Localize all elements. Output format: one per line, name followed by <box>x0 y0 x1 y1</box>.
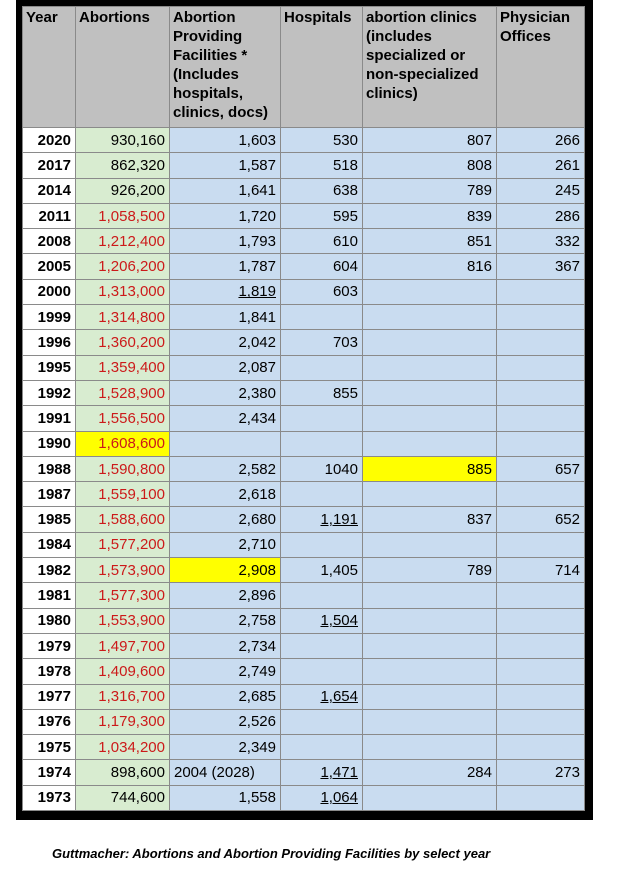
table-row <box>23 659 585 684</box>
cell-hospitals: 638 <box>281 178 363 203</box>
cell-year: 2000 <box>23 279 76 304</box>
cell-clinics <box>363 380 497 405</box>
cell-year: 1987 <box>23 482 76 507</box>
cell-physicians <box>497 608 585 633</box>
cell-clinics <box>363 709 497 734</box>
cell-year: 1988 <box>23 456 76 481</box>
cell-facilities: 1,841 <box>170 305 281 330</box>
table-row <box>23 254 585 279</box>
cell-physicians <box>497 532 585 557</box>
cell-abortions: 898,600 <box>76 760 170 785</box>
cell-clinics: 789 <box>363 178 497 203</box>
cell-hospitals: 1,191 <box>281 507 363 532</box>
cell-clinics: 284 <box>363 760 497 785</box>
data-table <box>22 6 585 811</box>
cell-clinics <box>363 532 497 557</box>
cell-physicians: 652 <box>497 507 585 532</box>
cell-abortions: 1,528,900 <box>76 380 170 405</box>
cell-hospitals: 855 <box>281 380 363 405</box>
cell-year: 2020 <box>23 128 76 153</box>
cell-hospitals <box>281 709 363 734</box>
cell-clinics: 839 <box>363 203 497 228</box>
cell-facilities: 1,819 <box>170 279 281 304</box>
table-row <box>23 203 585 228</box>
cell-facilities: 2,582 <box>170 456 281 481</box>
cell-facilities: 2,758 <box>170 608 281 633</box>
cell-clinics: 885 <box>363 456 497 481</box>
cell-abortions: 1,314,800 <box>76 305 170 330</box>
cell-year: 1975 <box>23 735 76 760</box>
table-row <box>23 456 585 481</box>
table-row <box>23 633 585 658</box>
cell-physicians <box>497 355 585 380</box>
cell-physicians <box>497 659 585 684</box>
cell-abortions: 1,212,400 <box>76 229 170 254</box>
cell-year: 2005 <box>23 254 76 279</box>
cell-hospitals: 1,064 <box>281 785 363 810</box>
header-physicians: Physician Offices <box>497 7 585 128</box>
cell-abortions: 862,320 <box>76 153 170 178</box>
cell-hospitals: 703 <box>281 330 363 355</box>
cell-abortions: 1,316,700 <box>76 684 170 709</box>
header-year: Year <box>23 7 76 128</box>
cell-facilities: 2,734 <box>170 633 281 658</box>
cell-hospitals: 604 <box>281 254 363 279</box>
cell-abortions: 1,573,900 <box>76 558 170 583</box>
cell-hospitals <box>281 355 363 380</box>
cell-facilities: 2,042 <box>170 330 281 355</box>
cell-year: 1976 <box>23 709 76 734</box>
cell-clinics: 851 <box>363 229 497 254</box>
cell-facilities: 2,380 <box>170 380 281 405</box>
cell-abortions: 1,553,900 <box>76 608 170 633</box>
cell-clinics <box>363 659 497 684</box>
cell-hospitals <box>281 482 363 507</box>
cell-facilities: 2,349 <box>170 735 281 760</box>
cell-physicians: 245 <box>497 178 585 203</box>
cell-clinics: 807 <box>363 128 497 153</box>
cell-clinics: 816 <box>363 254 497 279</box>
cell-year: 2008 <box>23 229 76 254</box>
cell-year: 1973 <box>23 785 76 810</box>
cell-hospitals <box>281 406 363 431</box>
table-row <box>23 279 585 304</box>
cell-clinics: 808 <box>363 153 497 178</box>
cell-hospitals: 1040 <box>281 456 363 481</box>
table-caption: Guttmacher: Abortions and Abortion Providing Facilities by select year <box>52 846 491 861</box>
cell-clinics <box>363 406 497 431</box>
table-row <box>23 330 585 355</box>
cell-hospitals: 610 <box>281 229 363 254</box>
header-hospitals: Hospitals <box>281 7 363 128</box>
cell-hospitals: 1,471 <box>281 760 363 785</box>
cell-hospitals <box>281 583 363 608</box>
cell-facilities: 1,603 <box>170 128 281 153</box>
cell-facilities: 2,749 <box>170 659 281 684</box>
table-row <box>23 305 585 330</box>
cell-physicians <box>497 633 585 658</box>
cell-physicians <box>497 431 585 456</box>
table-row <box>23 355 585 380</box>
cell-physicians: 273 <box>497 760 585 785</box>
cell-facilities: 1,720 <box>170 203 281 228</box>
cell-hospitals <box>281 431 363 456</box>
cell-year: 1992 <box>23 380 76 405</box>
cell-hospitals: 1,654 <box>281 684 363 709</box>
cell-clinics <box>363 633 497 658</box>
cell-facilities: 1,587 <box>170 153 281 178</box>
table-row <box>23 406 585 431</box>
cell-year: 1995 <box>23 355 76 380</box>
cell-clinics <box>363 583 497 608</box>
table-row <box>23 153 585 178</box>
cell-hospitals <box>281 532 363 557</box>
cell-year: 1999 <box>23 305 76 330</box>
cell-facilities: 2,680 <box>170 507 281 532</box>
header-abortions: Abortions <box>76 7 170 128</box>
cell-facilities: 2004 (2028) <box>170 760 281 785</box>
cell-abortions: 1,588,600 <box>76 507 170 532</box>
cell-abortions: 1,179,300 <box>76 709 170 734</box>
cell-clinics <box>363 735 497 760</box>
cell-year: 1985 <box>23 507 76 532</box>
cell-hospitals: 595 <box>281 203 363 228</box>
table-row <box>23 558 585 583</box>
cell-year: 2014 <box>23 178 76 203</box>
header-row <box>23 7 585 128</box>
table-row <box>23 128 585 153</box>
cell-abortions: 1,409,600 <box>76 659 170 684</box>
cell-abortions: 1,608,600 <box>76 431 170 456</box>
cell-physicians <box>497 305 585 330</box>
cell-clinics <box>363 684 497 709</box>
cell-year: 1990 <box>23 431 76 456</box>
cell-clinics <box>363 482 497 507</box>
cell-clinics: 837 <box>363 507 497 532</box>
cell-physicians <box>497 406 585 431</box>
cell-facilities: 1,558 <box>170 785 281 810</box>
table-row <box>23 482 585 507</box>
cell-abortions: 1,206,200 <box>76 254 170 279</box>
table-row <box>23 684 585 709</box>
cell-year: 1981 <box>23 583 76 608</box>
header-facilities: Abortion Providing Facilities *(Includes hospitals, clinics, docs) <box>170 7 281 128</box>
table-row <box>23 229 585 254</box>
cell-physicians: 332 <box>497 229 585 254</box>
cell-clinics <box>363 431 497 456</box>
cell-facilities: 2,710 <box>170 532 281 557</box>
cell-abortions: 1,058,500 <box>76 203 170 228</box>
cell-hospitals: 603 <box>281 279 363 304</box>
cell-hospitals: 1,405 <box>281 558 363 583</box>
cell-physicians <box>497 684 585 709</box>
cell-year: 1980 <box>23 608 76 633</box>
cell-abortions: 1,359,400 <box>76 355 170 380</box>
cell-clinics <box>363 279 497 304</box>
cell-physicians <box>497 330 585 355</box>
cell-facilities: 2,685 <box>170 684 281 709</box>
cell-physicians <box>497 709 585 734</box>
header-clinics: abortion clinics (includes specialized or non-specialized clinics) <box>363 7 497 128</box>
cell-abortions: 1,360,200 <box>76 330 170 355</box>
cell-hospitals: 530 <box>281 128 363 153</box>
cell-year: 1982 <box>23 558 76 583</box>
table-row <box>23 178 585 203</box>
table-row <box>23 431 585 456</box>
cell-abortions: 926,200 <box>76 178 170 203</box>
cell-hospitals: 1,504 <box>281 608 363 633</box>
cell-abortions: 930,160 <box>76 128 170 153</box>
cell-physicians <box>497 279 585 304</box>
cell-abortions: 1,313,000 <box>76 279 170 304</box>
cell-year: 1991 <box>23 406 76 431</box>
cell-physicians: 261 <box>497 153 585 178</box>
cell-clinics <box>363 355 497 380</box>
cell-facilities <box>170 431 281 456</box>
cell-clinics <box>363 305 497 330</box>
cell-abortions: 1,590,800 <box>76 456 170 481</box>
cell-facilities: 1,641 <box>170 178 281 203</box>
cell-year: 2011 <box>23 203 76 228</box>
cell-physicians <box>497 380 585 405</box>
cell-hospitals <box>281 633 363 658</box>
table-row <box>23 532 585 557</box>
cell-physicians <box>497 785 585 810</box>
cell-abortions: 744,600 <box>76 785 170 810</box>
cell-physicians: 657 <box>497 456 585 481</box>
cell-abortions: 1,034,200 <box>76 735 170 760</box>
cell-facilities: 2,908 <box>170 558 281 583</box>
cell-year: 2017 <box>23 153 76 178</box>
cell-hospitals: 518 <box>281 153 363 178</box>
cell-facilities: 1,787 <box>170 254 281 279</box>
table-row <box>23 583 585 608</box>
cell-hospitals <box>281 735 363 760</box>
cell-year: 1979 <box>23 633 76 658</box>
cell-abortions: 1,577,200 <box>76 532 170 557</box>
cell-physicians <box>497 482 585 507</box>
cell-facilities: 2,618 <box>170 482 281 507</box>
cell-physicians: 286 <box>497 203 585 228</box>
table-row <box>23 380 585 405</box>
cell-facilities: 1,793 <box>170 229 281 254</box>
table-row <box>23 760 585 785</box>
cell-hospitals <box>281 659 363 684</box>
cell-facilities: 2,434 <box>170 406 281 431</box>
cell-physicians: 714 <box>497 558 585 583</box>
cell-physicians: 266 <box>497 128 585 153</box>
cell-year: 1974 <box>23 760 76 785</box>
cell-clinics <box>363 785 497 810</box>
cell-year: 1984 <box>23 532 76 557</box>
cell-year: 1978 <box>23 659 76 684</box>
cell-abortions: 1,497,700 <box>76 633 170 658</box>
cell-facilities: 2,526 <box>170 709 281 734</box>
cell-physicians <box>497 583 585 608</box>
table-row <box>23 507 585 532</box>
table-row <box>23 709 585 734</box>
cell-abortions: 1,577,300 <box>76 583 170 608</box>
cell-hospitals <box>281 305 363 330</box>
cell-physicians <box>497 735 585 760</box>
table-frame <box>16 0 593 820</box>
cell-facilities: 2,087 <box>170 355 281 380</box>
table-row <box>23 735 585 760</box>
cell-abortions: 1,556,500 <box>76 406 170 431</box>
cell-clinics <box>363 608 497 633</box>
cell-facilities: 2,896 <box>170 583 281 608</box>
cell-year: 1977 <box>23 684 76 709</box>
cell-year: 1996 <box>23 330 76 355</box>
cell-abortions: 1,559,100 <box>76 482 170 507</box>
cell-physicians: 367 <box>497 254 585 279</box>
cell-clinics: 789 <box>363 558 497 583</box>
table-row <box>23 608 585 633</box>
cell-clinics <box>363 330 497 355</box>
table-row <box>23 785 585 810</box>
